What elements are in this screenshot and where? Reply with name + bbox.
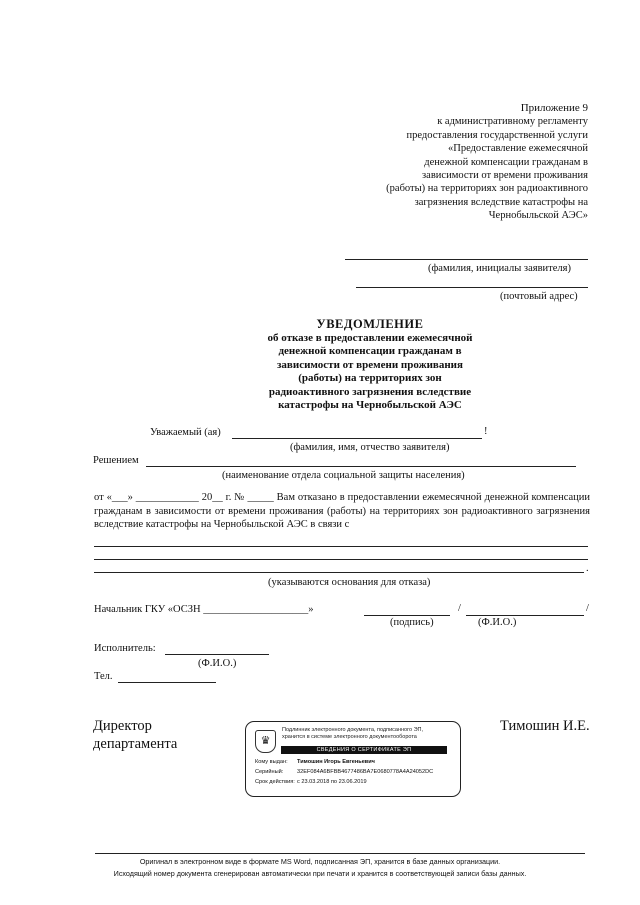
stamp-header xyxy=(282,727,423,741)
chief-sign-line xyxy=(364,615,450,616)
notice-subtitle-line: (работы) на территориях зон xyxy=(298,372,442,384)
notice-subtitle-line: денежной компенсации гражданам в xyxy=(278,345,462,357)
stamp-valid-row xyxy=(255,779,367,786)
stamp-header-line: хранится в системе электронного документооборота xyxy=(282,734,417,740)
stamp-cert-bar: СВЕДЕНИЯ О СЕРТИФИКАТЕ ЭП xyxy=(281,746,447,754)
stamp-serial-value: 32EF084A6BFBB4677486BA7E0680778A4A24052DC xyxy=(297,769,434,775)
chief-slash: / xyxy=(586,603,589,614)
director-title: Директор xyxy=(93,718,152,734)
reasons-caption: (указываются основания для отказа) xyxy=(268,577,431,588)
director-department: департамента xyxy=(93,736,178,752)
notice-subtitle-line: радиоактивного загрязнения вследствие xyxy=(268,385,472,398)
stamp-owner-key: Кому выдан: xyxy=(255,759,288,765)
footer-divider xyxy=(95,853,585,854)
appendix-line: Чернобыльской АЭС» xyxy=(488,210,588,222)
greeting-name-line xyxy=(232,438,482,439)
stamp-valid-key: Срок действия: xyxy=(255,779,295,785)
footer-line: Исходящий номер документа сгенерирован автоматически при печати и хранится в соответствующей записи базы данных. xyxy=(113,869,527,878)
coat-of-arms-icon: ♛ xyxy=(255,730,276,753)
chief-sign-caption: (подпись) xyxy=(390,617,434,628)
refusal-paragraph: от «___» ____________ 20__ г. № _____ Вам отказано в предоставлении ежемесячной денежной компенсации гражданам в зависимости от времени проживания (работы) на территориях зон радиоактивного загрязнения вследствие катастрофы на Чернобыльской АЭС в связи с xyxy=(94,492,590,531)
reason-line-1 xyxy=(94,546,588,547)
appendix-number: Приложение 9 xyxy=(520,102,588,114)
footer-line: Оригинал в электронном виде в формате MS Word, подписанная ЭП, хранится в базе данных организации. xyxy=(139,857,501,866)
director-name: Тимошин И.Е. xyxy=(500,718,590,734)
applicant-address-line xyxy=(356,287,588,288)
decision-caption: (наименование отдела социальной защиты населения) xyxy=(222,470,465,481)
greeting-label: Уважаемый (ая) xyxy=(150,427,221,438)
appendix-line: «Предоставление ежемесячной xyxy=(447,143,588,155)
stamp-serial-row xyxy=(255,769,433,776)
reason-line-2 xyxy=(94,559,588,560)
chief-label: Начальник ГКУ «ОСЗН ____________________» xyxy=(94,604,314,615)
phone-line xyxy=(118,682,216,683)
chief-slash: / xyxy=(458,603,461,614)
reason-end-mark: . xyxy=(586,563,589,574)
appendix-line: денежной компенсации гражданам в xyxy=(424,156,588,168)
applicant-name-line xyxy=(345,259,588,260)
e-signature-stamp xyxy=(245,721,461,797)
decision-line xyxy=(146,466,576,467)
chief-fio-line xyxy=(466,615,584,616)
appendix-line: загрязнения вследствие катастрофы на xyxy=(414,196,588,208)
applicant-name-caption: (фамилия, инициалы заявителя) xyxy=(428,263,571,274)
notice-heading: УВЕДОМЛЕНИЕ xyxy=(316,317,424,331)
reason-line-3 xyxy=(94,572,584,573)
executor-fio-caption: (Ф.И.О.) xyxy=(198,658,237,669)
stamp-header-line: Подлинник электронного документа, подписанного ЭП, xyxy=(282,727,424,733)
executor-label: Исполнитель: xyxy=(94,643,156,654)
appendix-line: к административному регламенту xyxy=(437,116,588,128)
chief-fio-caption: (Ф.И.О.) xyxy=(478,617,517,628)
executor-line xyxy=(165,654,269,655)
notice-subtitle-line: катастрофы на Чернобыльской АЭС xyxy=(278,399,462,411)
stamp-owner-row xyxy=(255,759,375,766)
greeting-caption: (фамилия, имя, отчество заявителя) xyxy=(290,442,450,453)
notice-subtitle-line: об отказе в предоставлении ежемесячной xyxy=(267,331,473,344)
decision-label: Решением xyxy=(93,455,139,466)
appendix-block xyxy=(328,102,588,223)
notice-title xyxy=(220,318,520,413)
greeting-end: ! xyxy=(484,426,488,437)
notice-subtitle-line: зависимости от времени проживания xyxy=(277,358,463,371)
stamp-valid-value: с 23.03.2018 по 23.06.2019 xyxy=(297,779,367,785)
applicant-address-caption: (почтовый адрес) xyxy=(500,291,578,302)
footer-note xyxy=(100,856,540,880)
phone-label: Тел. xyxy=(94,671,113,682)
appendix-line: зависимости от времени проживания xyxy=(422,170,588,182)
appendix-line: (работы) на территориях зон радиоактивного xyxy=(386,183,588,195)
stamp-owner-value: Тимошин Игорь Евгеньевич xyxy=(297,759,375,765)
stamp-serial-key: Серийный: xyxy=(255,769,284,775)
appendix-line: предоставления государственной услуги xyxy=(406,129,588,141)
